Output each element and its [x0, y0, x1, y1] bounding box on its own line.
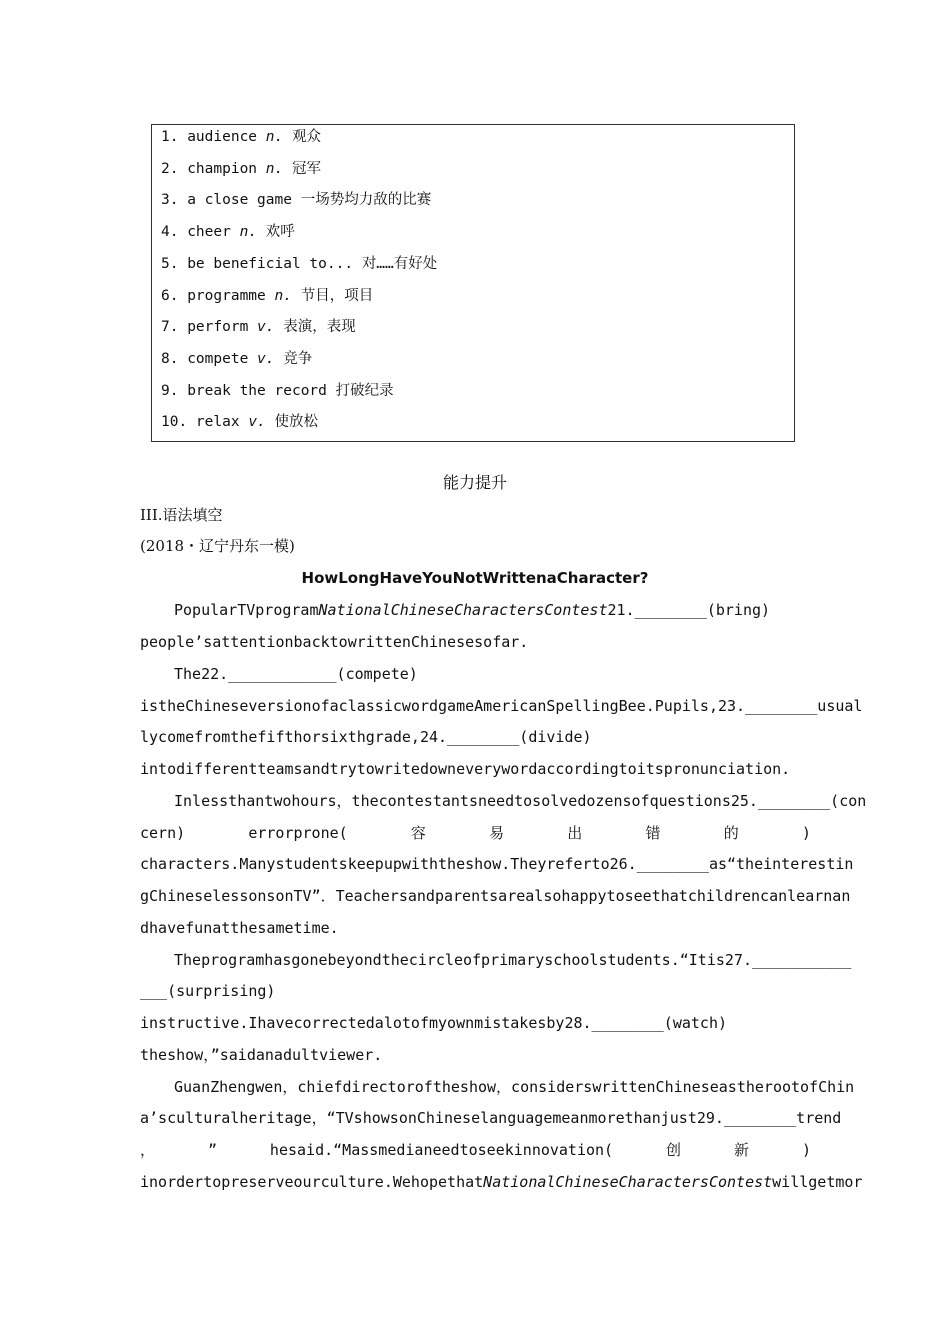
- text-run: 易: [489, 824, 505, 842]
- vocab-number: 7.: [161, 319, 188, 336]
- passage-line-justified: [140, 1139, 811, 1161]
- vocab-number: 1.: [161, 129, 188, 145]
- vocab-pos: n.: [274, 287, 301, 304]
- vocab-item: [161, 412, 318, 432]
- text-run: cern): [140, 824, 186, 842]
- passage-line: ___(surprising): [140, 982, 276, 1000]
- passage-title: HowLongHaveYouNotWrittenaCharacter?: [301, 569, 649, 587]
- italic-title: NationalChineseCharactersContest: [483, 1173, 773, 1191]
- vocab-item: [161, 317, 356, 337]
- vocab-meaning: 冠军: [291, 160, 321, 177]
- passage-line: GuanZhengwen，chiefdirectoroftheshow，considerswrittenChineseastherootofChin: [174, 1078, 855, 1096]
- vocab-number: 8.: [161, 350, 188, 367]
- vocab-word: a close game: [187, 192, 301, 209]
- passage-line: instructive.Ihavecorrectedalotofmyownmistakesby28.________(watch): [140, 1014, 727, 1032]
- text-run: willgetmor: [772, 1173, 863, 1191]
- passage-line: [174, 599, 811, 621]
- passage-line: gChineselessonsonTV”．Teachersandparentsarealsohappytoseethatchildrencanlearnan: [140, 887, 851, 905]
- text-run: 容: [410, 824, 426, 842]
- vocab-word: be beneficial to...: [187, 255, 362, 272]
- text-run: ”: [207, 1141, 217, 1159]
- vocab-number: 6.: [161, 287, 188, 304]
- passage-line: dhavefunatthesametime.: [140, 919, 339, 937]
- passage-line: people’sattentionbacktowrittenChinesesofar.: [140, 633, 529, 651]
- vocab-number: 10.: [161, 414, 196, 431]
- vocab-word: break the record: [187, 382, 336, 399]
- passage-line: The22.____________(compete): [174, 665, 418, 683]
- vocab-item: [161, 349, 312, 369]
- vocab-item: [161, 127, 321, 147]
- text-run: ): [801, 1141, 811, 1159]
- part-heading: III.语法填空: [140, 506, 223, 524]
- vocab-item: [161, 190, 431, 210]
- vocab-word: audience: [187, 129, 266, 145]
- text-run: ，: [140, 1141, 156, 1159]
- vocab-pos: n.: [265, 129, 292, 145]
- vocab-pos: n.: [265, 160, 292, 177]
- vocab-meaning: 使放松: [274, 414, 319, 431]
- vocab-meaning: 节目，项目: [300, 287, 374, 304]
- vocab-item: [161, 222, 295, 242]
- passage-line-justified: [140, 822, 811, 844]
- vocab-meaning: 观众: [291, 129, 321, 145]
- text-run: 错: [645, 824, 661, 842]
- vocab-pos: v.: [248, 414, 275, 431]
- vocab-word: relax: [195, 414, 249, 431]
- passage-line: Inlessthantwohours，thecontestantsneedtosolvedozensofquestions25.________(con: [174, 792, 867, 810]
- passage-line: Theprogramhasgonebeyondthecircleofprimaryschoolstudents.“Itis27.___________: [174, 951, 852, 969]
- vocab-meaning: 打破纪录: [335, 382, 394, 399]
- vocab-item: [161, 254, 437, 274]
- text-run: inordertopreserveourculture.Wehopethat: [140, 1173, 484, 1191]
- text-run: 新: [733, 1141, 749, 1159]
- vocabulary-box: [151, 124, 795, 442]
- vocab-item: [161, 159, 321, 179]
- vocab-number: 3.: [161, 192, 188, 209]
- vocab-word: compete: [187, 350, 258, 367]
- section-title: 能力提升: [442, 473, 507, 492]
- text-run: 出: [567, 824, 583, 842]
- text-run: 创: [666, 1141, 682, 1159]
- vocab-pos: n.: [239, 224, 266, 241]
- vocab-number: 4.: [161, 224, 188, 241]
- passage-line: intodifferentteamsandtrytowritedowneverywordaccordingtoitspronunciation.: [140, 760, 791, 778]
- vocab-word: champion: [187, 160, 266, 177]
- passage-line: istheChineseversionofaclassicwordgameAmericanSpellingBee.Pupils,23.________usual: [140, 697, 863, 715]
- blank-21: 21.________(bring): [607, 601, 771, 619]
- passage-line: lycomefromthefifthorsixthgrade,24.________(divide): [140, 728, 592, 746]
- vocab-item: [161, 381, 394, 401]
- vocab-number: 9.: [161, 382, 188, 399]
- vocab-pos: v.: [257, 350, 284, 367]
- vocab-number: 2.: [161, 160, 188, 177]
- text-run: hesaid.“Massmedianeedtoseekinnovation(: [269, 1141, 614, 1159]
- vocab-meaning: 对……有好处: [361, 255, 438, 272]
- vocab-word: perform: [187, 319, 258, 336]
- vocab-word: programme: [187, 287, 275, 304]
- source-label: (2018・辽宁丹东一模): [140, 537, 295, 555]
- text-run: 的: [723, 824, 739, 842]
- italic-title: NationalChineseCharactersContest: [318, 601, 608, 619]
- text-run: errorprone(: [248, 824, 348, 842]
- vocab-meaning: 一场势均力敌的比赛: [300, 192, 432, 209]
- passage-line: a’sculturalheritage，“TVshowsonChineselanguagemeanmorethanjust29.________trend: [140, 1109, 842, 1127]
- vocab-meaning: 表演，表现: [283, 319, 356, 336]
- passage-line: [140, 1171, 863, 1193]
- passage-line: theshow，”saidanadultviewer.: [140, 1046, 383, 1064]
- text-run: PopularTVprogram: [174, 601, 319, 619]
- vocab-meaning: 欢呼: [265, 224, 295, 241]
- vocab-pos: v.: [257, 319, 284, 336]
- vocab-number: 5.: [161, 255, 188, 272]
- vocab-word: cheer: [187, 224, 240, 241]
- passage-line: characters.Manystudentskeepupwiththeshow.Theyreferto26.________as“theinterestin: [140, 855, 854, 873]
- vocab-item: [161, 286, 373, 306]
- text-run: ): [801, 824, 811, 842]
- vocab-meaning: 竞争: [283, 350, 313, 367]
